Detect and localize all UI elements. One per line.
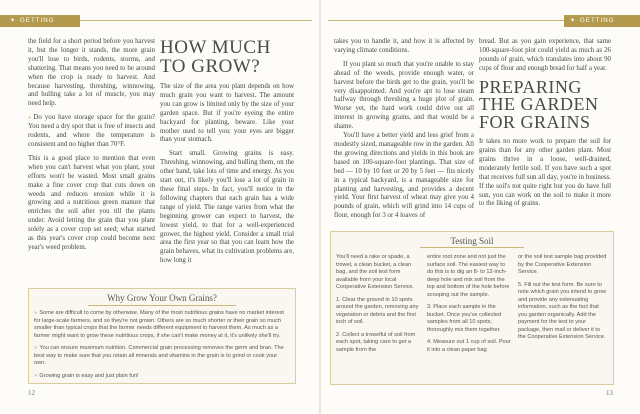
- page-number-right: 13: [606, 389, 613, 397]
- sidebar-title: Testing Soil: [450, 236, 494, 246]
- header-rule-left: [80, 20, 312, 21]
- sidebar-column-2: [427, 254, 511, 359]
- sidebar-item: or the soil test sample bag provided by the Cooperative Extension Service.: [518, 254, 607, 275]
- heading-line: FOR GRAINS: [479, 111, 591, 132]
- sidebar-step: 1. Clear the ground in 10 spots around the garden, removing any vegetation or debris and the first inch of soil.: [336, 296, 419, 325]
- body-paragraph: Start small. Growing grains is easy. Threshing, winnowing, and hulling them, on the other hand, take lots of time and energy. As you start out, it's likely you'll lose a lot of grain in these final steps. In fact, you'll notice in the following chapters that each grain has a wide range of yield. The range varies from what the beginning grower can expect to harvest, the lowest yield, to that for a well-experienced grower, the highest yield. Consider a small trial area the first year so that you can learn how the grain behaves, what its cultivation problems are, how long it: [160, 150, 294, 265]
- section-tab-label: GETTING STARTED: [570, 17, 615, 36]
- left-column-2: [160, 38, 294, 266]
- right-column-2: [479, 38, 611, 214]
- sidebar-column-3: [518, 254, 608, 347]
- heading-line: HOW MUCH: [160, 37, 271, 58]
- sidebar-item: You can ensure maximum nutrition. Commercial grain processing removes the germ and bran. The best way to make sure that you retain all minerals and vitamins in the grain is to grind or cook your own.: [34, 345, 284, 366]
- sidebar-step: 4. Measure out 1 cup of soil. Pour it into a clean paper bag: [427, 339, 511, 353]
- section-heading: [479, 76, 611, 132]
- body-paragraph: The size of the area you plant depends on how much grain you want to harvest. The amount you can grow is limited only by the size of your garden space. But if you're eyeing the entire backyard for planting, beware. Like your mother used to tell you: your eyes are bigger than your stomach.: [160, 83, 294, 144]
- sidebar-item: Some are difficult to come by otherwise. Many of the most nutritious grains have no market interest for large-scale farmers, and so they're not grown. Others are so much shorter or their grain so much smaller than typical crops that the farmer needs different equipment to harvest them. As much as a farmer might want to grow these nutritious crops, if she can't make money at it, it's unlikely she'll try.: [34, 310, 284, 339]
- body-paragraph: the field for a short period before you harvest it, but the longer it stands, the more grain you'll lose to birds, rodents, storms, and shattering. That means you need to be around when the crop is ready to harvest. And because harvesting, threshing, winnowing, and hulling take a lot of muscle, you may need help.: [28, 38, 155, 108]
- heading-line: PREPARING: [479, 76, 582, 97]
- sidebar-item: You'll need a rake or spade, a trowel, a clean bucket, a clean bag, and the soil test form available from your local Cooperative Extension Service.: [336, 254, 415, 290]
- sidebar-body: [34, 310, 290, 385]
- right-column-1: [334, 38, 474, 221]
- section-heading: [160, 38, 294, 76]
- star-icon: ✦: [10, 18, 17, 24]
- sidebar-step: 2. Collect a trowelful of soil from each spot, taking care to get a sample from the: [336, 331, 416, 353]
- double-chevron-icon: »: [34, 345, 38, 351]
- body-paragraph: bread. But as you gain experience, that same 100-square-foot plot could yield as much as 26 pounds of grain, which translates into about 90 cups of flour and enough bread for half a year.: [479, 38, 611, 72]
- heading-line: THE GARDEN: [479, 94, 599, 115]
- section-tab-right: [564, 15, 640, 36]
- header-rule-right: [328, 20, 564, 21]
- body-paragraph: If you plant so much that you're unable to stay ahead of the weeds, provide enough water, or harvest before the birds get to the grain, you'll be very disappointed. And you're apt to lose steam halfway through threshing a huge plot of grain. Worse yet, the hard work could drive out all interest in growing grains, and that would be a shame.: [334, 60, 474, 131]
- page-number-left: 12: [28, 389, 35, 397]
- sidebar-item: Growing grain is easy and just plain fun!: [39, 372, 139, 379]
- body-paragraph: It takes no more work to prepare the soil for grains than for any other garden plant. Most grains thrive in a loose, well-drained, moderately fertile soil. If you have such a spot that receives full sun all day, you're in business. If the soil's not quite right but you do have full sun, you can work on the soil to make it more to the liking of grains.: [479, 138, 611, 208]
- section-tab-left: [0, 15, 80, 36]
- left-column-1: [28, 38, 155, 258]
- heading-line: TO GROW?: [160, 56, 261, 77]
- sidebar-title-rule: [420, 247, 524, 248]
- body-paragraph: You'll have a better yield and less grief from a modestly sized, manageable row in the garden. All the growing directions and yields in this book are based on 100-square-foot plantings. That size of bed — 10 by 10 feet or 20 by 5 feet — fits nicely in a typical backyard, is a manageable size for planting and harvesting, and provides a decent yield. Your first harvest of wheat may give you 4 pounds of grain, which will grind into 14 cups of flour, enough for 3 or 4 loaves of: [334, 132, 474, 220]
- double-chevron-icon: »: [34, 310, 38, 316]
- sidebar-step: 3. Place each sample in the bucket. Once you've collected samples from all 10 spots, thoroughly mix them together.: [427, 304, 502, 333]
- question-paragraph: Do you have storage space for the grain? You need a dry spot that is free of insects and rodents, and where the temperature is consistent and no higher than 70°F.: [28, 114, 155, 148]
- sidebar-item: entire root zone and not just the surface soil. The easiest way to do this is to dig an 8- to 12-inch-deep hole and mix soil from the top and bottom of the hole before scooping out the sample.: [427, 254, 510, 298]
- section-tab-label: GETTING STARTED: [10, 17, 55, 36]
- sidebar-step: 5. Fill out the test form. Be sure to note which grain you intend to grow and provide any extenuating information, such as the fact that you garden organically. Add the payment for the test to your package, then mail or deliver it to the Cooperative Extension Service.: [518, 281, 607, 340]
- sidebar-column-1: [336, 254, 420, 359]
- double-chevron-icon: »: [28, 115, 32, 122]
- body-paragraph: This is a good place to mention that even when you can't harvest what you plant, your efforts won't be wasted. Most small grains make a fine cover crop that cuts down on weeds and reduces erosion while it is growing and a nutritious green manure that enriches the soil after you till the plants under. Avoid letting the grain that you plant solely as a cover crop set seed; what started as this year's cover crop could become next year's weed problem.: [28, 154, 155, 251]
- book-gutter: [319, 0, 321, 414]
- sidebar-title: Why Grow Your Own Grains?: [107, 293, 217, 303]
- sidebar-title-rule: [88, 305, 236, 306]
- body-paragraph: takes you to handle it, and how it is affected by varying climate conditions.: [334, 38, 474, 54]
- double-chevron-icon: »: [34, 372, 38, 379]
- star-icon: ✦: [570, 18, 577, 24]
